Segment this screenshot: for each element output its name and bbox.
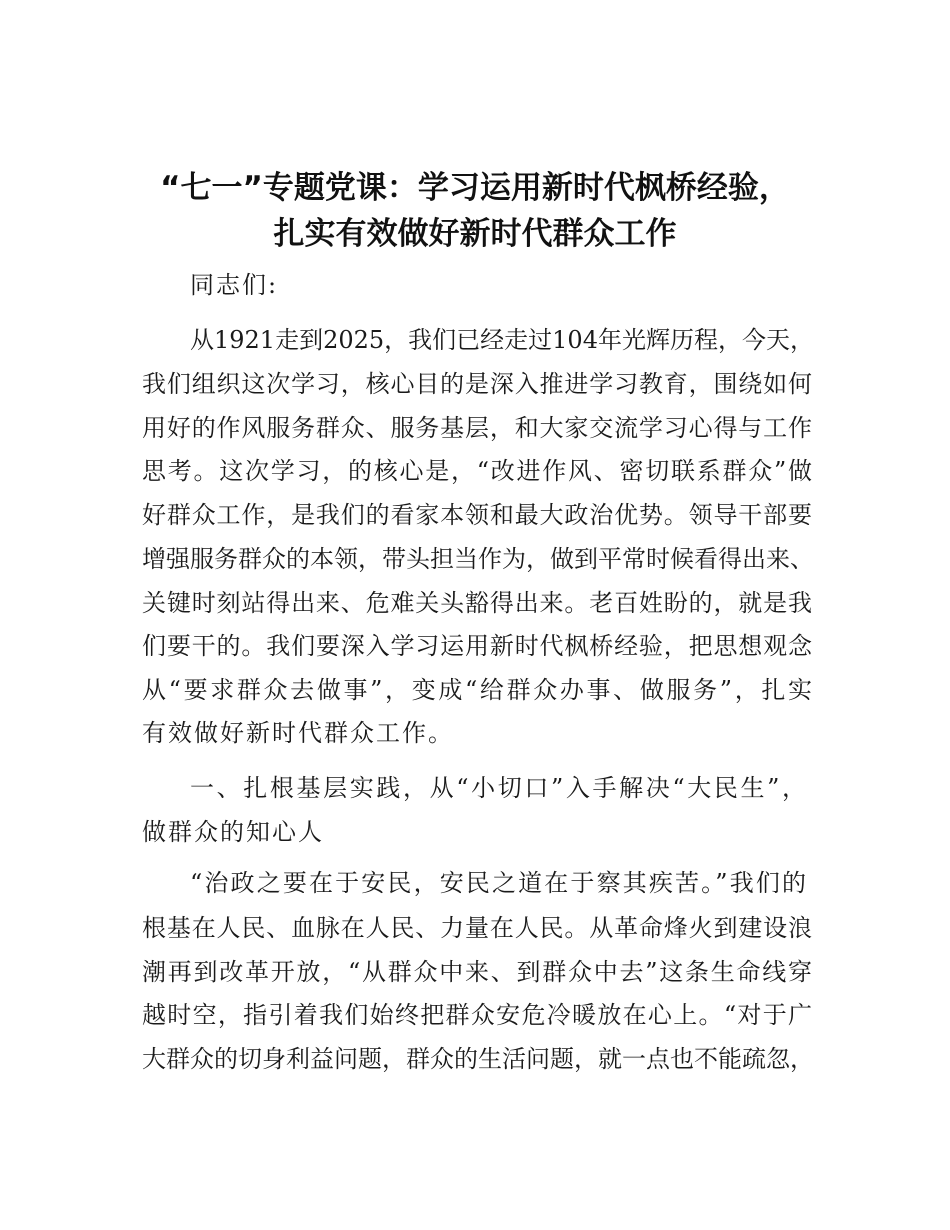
salutation: 同志们: — [190, 271, 279, 299]
document-title-line-2: 扎实有效做好新时代群众工作 — [273, 216, 677, 252]
paragraph-1-line: 们要干的。我们要深入学习运用新时代枫桥经验，把思想观念 — [142, 632, 812, 660]
document-title-line-1: “七一”专题党课：学习运用新时代枫桥经验， — [160, 170, 790, 206]
section-heading-1-line: 做群众的知心人 — [142, 818, 324, 846]
paragraph-2-line: “治政之要在于安民，安民之道在于察其疾苦。”我们的 — [190, 869, 806, 897]
paragraph-1-line: 好群众工作，是我们的看家本领和最大政治优势。领导干部要 — [142, 501, 812, 529]
paragraph-1-line: 增强服务群众的本领，带头担当作为，做到平常时候看得出来、 — [142, 545, 814, 573]
paragraph-2-line: 潮再到改革开放，“从群众中来、到群众中去”这条生命线穿 — [142, 958, 812, 986]
paragraph-1-line: 从1921走到2025，我们已经走过104年光辉历程，今天， — [190, 326, 814, 354]
paragraph-1-line: 用好的作风服务群众、服务基层，和大家交流学习心得与工作 — [142, 414, 812, 442]
paragraph-2-line: 根基在人民、血脉在人民、力量在人民。从革命烽火到建设浪 — [142, 914, 812, 942]
paragraph-1-line: 思考。这次学习，的核心是，“改进作风、密切联系群众”做 — [142, 457, 812, 485]
paragraph-1-line: 我们组织这次学习，核心目的是深入推进学习教育，围绕如何 — [142, 370, 812, 398]
paragraph-1-line: 有效做好新时代群众工作。 — [142, 719, 454, 747]
paragraph-1-line: 从“要求群众去做事”，变成“给群众办事、做服务”，扎实 — [142, 676, 812, 704]
paragraph-1-line: 关键时刻站得出来、危难关头豁得出来。老百姓盼的，就是我 — [142, 589, 812, 617]
paragraph-2-line: 大群众的切身利益问题，群众的生活问题，就一点也不能疏忽， — [142, 1045, 814, 1073]
paragraph-2-line: 越时空，指引着我们始终把群众安危冷暖放在心上。“对于广 — [142, 1001, 812, 1029]
section-heading-1-line: 一、扎根基层实践，从“小切口”入手解决“大民生”， — [190, 774, 806, 802]
